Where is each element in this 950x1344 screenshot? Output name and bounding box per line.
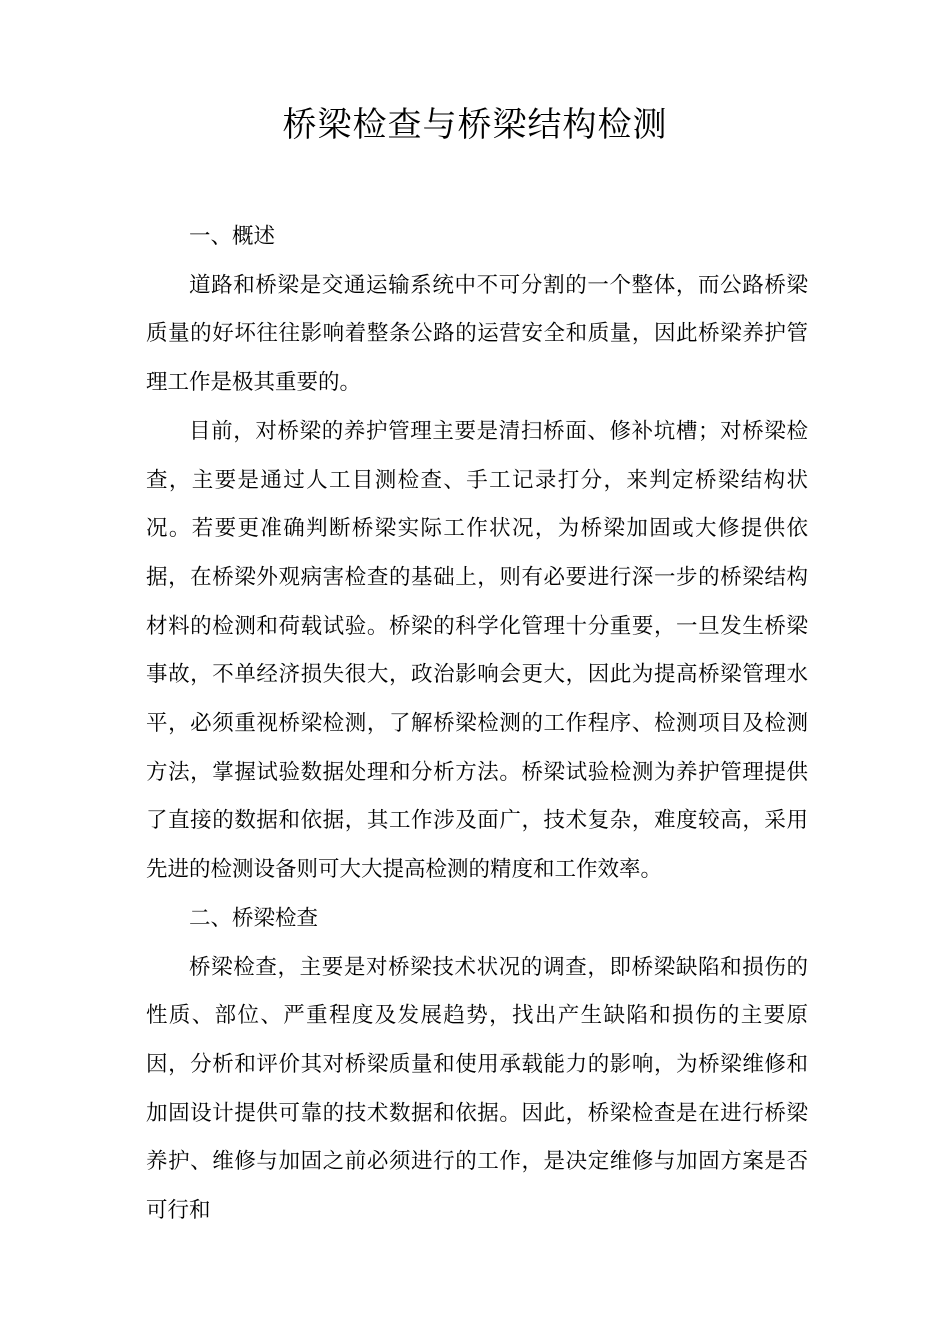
section-heading-overview: 一、概述: [189, 224, 276, 249]
paragraph-overview-1: 道路和桥梁是交通运输系统中不可分割的一个整体，而公路桥梁质量的好坏往往影响着整条公路的运营安全和质量，因此桥梁养护管理工作是极其重要的。: [146, 272, 808, 396]
paragraph-bridge-inspection-1: 桥梁检查，主要是对桥梁技术状况的调查，即桥梁缺陷和损伤的性质、部位、严重程度及发展趋势，找出产生缺陷和损伤的主要原因，分析和评价其对桥梁质量和使用承载能力的影响，为桥梁维修和加固设计提供可靠的技术数据和依据。因此，桥梁检查是在进行桥梁养护、维修与加固之前必须进行的工作，是决定维修与加固方案是否可行和: [146, 954, 808, 1224]
section-heading-bridge-inspection: 二、桥梁检查: [189, 905, 319, 931]
document-body: [146, 213, 808, 1236]
paragraph-overview-2: 目前，对桥梁的养护管理主要是清扫桥面、修补坑槽；对桥梁检查，主要是通过人工目测检查、手工记录打分，来判定桥梁结构状况。若要更准确判断桥梁实际工作状况，为桥梁加固或大修提供依据，在桥梁外观病害检查的基础上，则有必要进行深一步的桥梁结构材料的检测和荷载试验。桥梁的科学化管理十分重要，一旦发生桥梁事故，不单经济损失很大，政治影响会更大，因此为提高桥梁管理水平，必须重视桥梁检测，了解桥梁检测的工作程序、检测项目及检测方法，掌握试验数据处理和分析方法。桥梁试验检测为养护管理提供了直接的数据和依据，其工作涉及面广，技术复杂，难度较高，采用先进的检测设备则可大大提高检测的精度和工作效率。: [146, 418, 808, 883]
document-title: 桥梁检查与桥梁结构检测: [282, 105, 668, 145]
